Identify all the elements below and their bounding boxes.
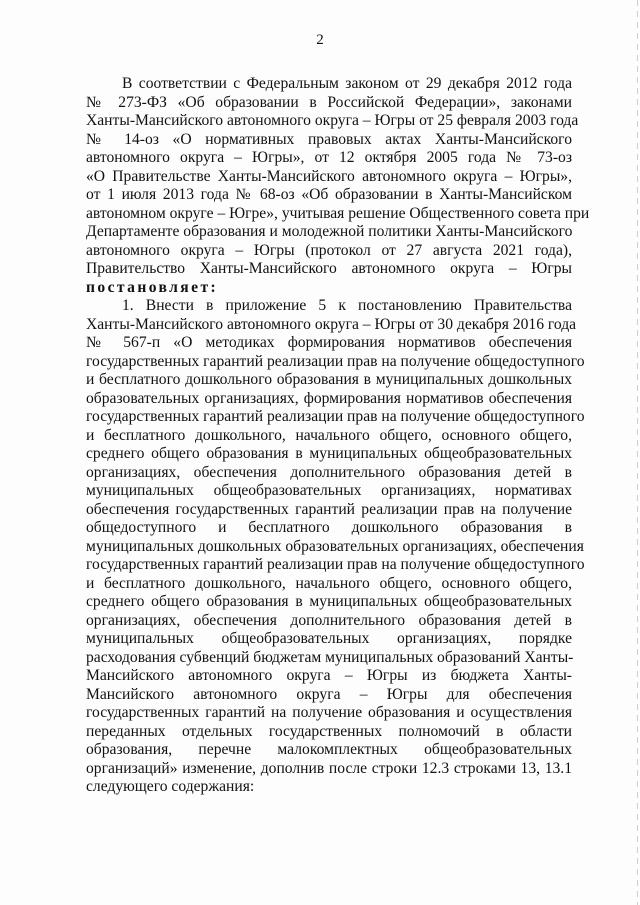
text-line: организациях, обеспечения дополнительного образования детей в <box>86 463 572 481</box>
text-line: № 273-ФЗ «Об образовании в Российской Федерации», законами <box>86 93 572 111</box>
text-line: среднего общего образования в муниципальных общеобразовательных <box>86 445 572 462</box>
preamble-paragraph <box>86 75 590 297</box>
text-line: В соответствии с Федеральным законом от 29 декабря 2012 года <box>122 75 572 92</box>
text-line: от 1 июля 2013 года № 68-оз «Об образовании в Ханты-Мансийском <box>86 186 572 203</box>
text-line: 1. Внести в приложение 5 к постановлению Правительства <box>122 297 572 314</box>
text-line: обеспечения государственных гарантий реализации прав на получение <box>86 500 572 518</box>
text-line: государственных гарантий на получение образования и осуществления <box>86 704 572 721</box>
text-line: автономного округа – Югры (протокол от 27 августа 2021 года), <box>86 241 572 259</box>
text-line: и бесплатного дошкольного, начального общего, основного общего, <box>86 426 572 444</box>
text-line: муниципальных дошкольных образовательных организациях, обеспечения <box>86 537 584 555</box>
text-line: организациях, обеспечения дополнительного образования детей в <box>86 611 572 629</box>
text-line: Ханты-Мансийского автономного округа – Югры от 30 декабря 2016 года <box>86 315 577 333</box>
text-line: общедоступного и бесплатного дошкольного образования в <box>86 519 572 536</box>
text-line: следующего содержания: <box>86 778 255 795</box>
text-line: муниципальных общеобразовательных организациях, порядке <box>86 630 572 647</box>
text-line: муниципальных общеобразовательных организациях, нормативах <box>86 482 572 499</box>
text-line: и бесплатного дошкольного образования в муниципальных дошкольных <box>86 371 572 388</box>
text-line: государственных гарантий реализации прав на получение общедоступного <box>86 408 585 425</box>
text-line: образовательных организациях, формирования нормативов обеспечения <box>86 389 572 407</box>
resolves-word: постановляет: <box>86 278 219 296</box>
text-line: государственных гарантий реализации прав на получение общедоступного <box>86 556 585 573</box>
page-number: 2 <box>316 32 324 48</box>
text-line: Правительство Ханты-Мансийского автономного округа – Югры <box>86 260 572 277</box>
text-line: автономном округе – Югре», учитывая решение Общественного совета при <box>86 204 590 222</box>
text-line: Мансийского автономного округа – Югры из бюджета Ханты- <box>86 667 572 684</box>
text-line: № 14-оз «О нормативных правовых актах Ханты-Мансийского <box>86 130 572 148</box>
text-line: переданных отдельных государственных полномочий в области <box>86 722 572 740</box>
text-line: Ханты-Мансийского автономного округа – Югры от 25 февраля 2003 года <box>86 112 579 129</box>
text-line: автономного округа – Югры», от 12 октября 2005 года № 73-оз <box>86 149 572 166</box>
text-line: № 567-п «О методиках формирования нормативов обеспечения <box>86 334 572 351</box>
text-line: расходования субвенций бюджетам муниципальных образований Ханты- <box>86 648 574 666</box>
text-line: «О Правительстве Ханты-Мансийского автономного округа – Югры», <box>86 167 572 185</box>
text-line: Департаменте образования и молодежной политики Ханты-Мансийского <box>86 223 573 240</box>
text-line: образования, перечне малокомплектных общеобразовательных <box>86 741 572 758</box>
scan-edge <box>637 0 638 905</box>
item-1-paragraph <box>86 297 585 797</box>
text-line: Мансийского автономного округа – Югры для обеспечения <box>86 685 572 703</box>
text-line: государственных гарантий реализации прав на получение общедоступного <box>86 352 585 370</box>
text-line: среднего общего образования в муниципальных общеобразовательных <box>86 593 572 610</box>
text-line: организаций» изменение, дополнив после строки 12.3 строками 13, 13.1 <box>86 759 572 777</box>
text-line: и бесплатного дошкольного, начального общего, основного общего, <box>86 574 572 592</box>
